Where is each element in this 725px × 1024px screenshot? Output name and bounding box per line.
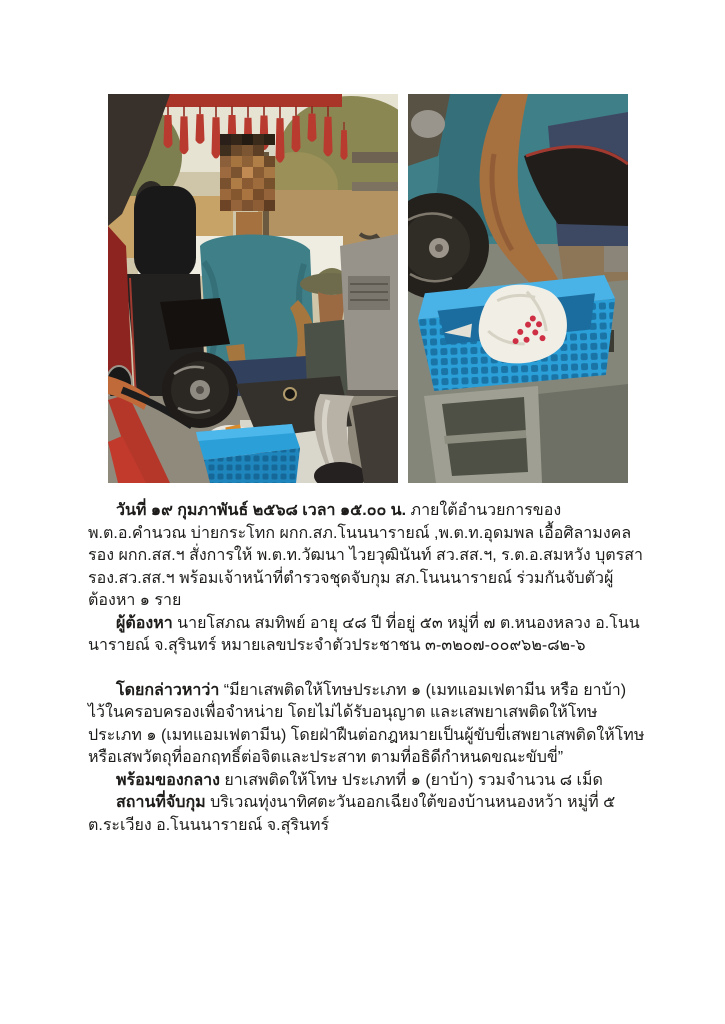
paragraph-charges-lead: โดยกล่าวหาว่า <box>116 681 220 699</box>
paragraph-charges-body: “มียาเสพติดให้โทษประเภท ๑ (เมทแอมเฟตามีน หรือ ยาบ้า) ไว้ในครอบครองเพื่อจำหน่าย โดยไม่ได้รับอนุญาต และเสพยาเสพติดให้โทษประเภท ๑ (เมทแอมเฟตามีน) โดยฝ่าฝืนต่อกฎหมายเป็นผู้ขับขี่เสพยาเสพติดให้โทษหรือเสพวัตถุที่ออกฤทธิ์ต่อจิตและประสาท ตามที่อธิดีกำหนดขณะขับขี่” <box>88 681 645 766</box>
arrest-report-text <box>88 500 646 837</box>
paragraph-suspect-body: นายโสภณ สมทิพย์ อายุ ๔๘ ปี ที่อยู่ ๕๓ หมู่ที่ ๗ ต.หนองหลวง อ.โนนนารายณ์ จ.สุรินทร์ หมายเลขประจำตัวประชาชน ๓-๓๒๐๗-๐๐๙๖๒-๘๒-๖ <box>88 614 640 654</box>
paragraph-operation-body: ภายใต้อำนวยการของ พ.ต.อ.คำนวณ บ่ายกระโทก ผกก.สภ.โนนนารายณ์ ,พ.ต.ท.อุดมพล เอื้อศิลามงคล รอง ผกก.สส.ฯ สั่งการให้ พ.ต.ท.วัฒนา ไวยวุฒินันท์ สว.สส.ฯ, ร.ต.อ.สมหวัง บุตรสา รอง.สว.สส.ฯ พร้อมเจ้าหน้าที่ตำรวจชุดจับกุม สภ.โนนนารายณ์ ร่วมกันจับตัวผู้ต้องหา ๑ ราย <box>88 502 644 609</box>
evidence-basket <box>416 275 618 392</box>
suspect-neck <box>236 212 262 238</box>
blue-basket-with-items <box>196 424 300 483</box>
paragraph-suspect-lead: ผู้ต้องหา <box>116 614 173 632</box>
paragraph-evidence-lead: พร้อมของกลาง <box>116 771 220 789</box>
paragraph-arrest-location <box>88 792 646 837</box>
floor-tray-recess <box>424 386 542 483</box>
suspect-photo-illustration <box>108 94 398 483</box>
photo-evidence-basket-closeup <box>408 94 628 483</box>
photo-suspect-in-truck-cab <box>108 94 398 483</box>
paragraph-operation-lead: วันที่ ๑๙ กุมภาพันธ์ ๒๕๖๘ เวลา ๑๕.๐๐ น. <box>116 502 407 519</box>
paragraph-arrest-location-body: บริเวณทุ่งนาทิศตะวันออกเฉียงใต้ของบ้านหนองหว้า หมู่ที่ ๕ ต.ระเวียง อ.โนนนารายณ์ จ.สุรินทร์ <box>88 794 616 834</box>
paragraph-evidence <box>88 770 646 793</box>
paragraph-charges <box>88 680 646 770</box>
pixelated-face <box>220 134 275 211</box>
paragraph-evidence-body: ยาเสพติดให้โทษ ประเภทที่ ๑ (ยาบ้า) รวมจำนวน ๘ เม็ด <box>224 771 603 789</box>
paragraph-suspect <box>88 613 646 658</box>
paragraph-arrest-location-lead: สถานที่จับกุม <box>116 794 206 811</box>
photo-row <box>108 94 628 483</box>
brake-drum <box>162 352 238 428</box>
paragraph-operation <box>88 500 646 613</box>
evidence-photo-illustration <box>408 94 628 483</box>
